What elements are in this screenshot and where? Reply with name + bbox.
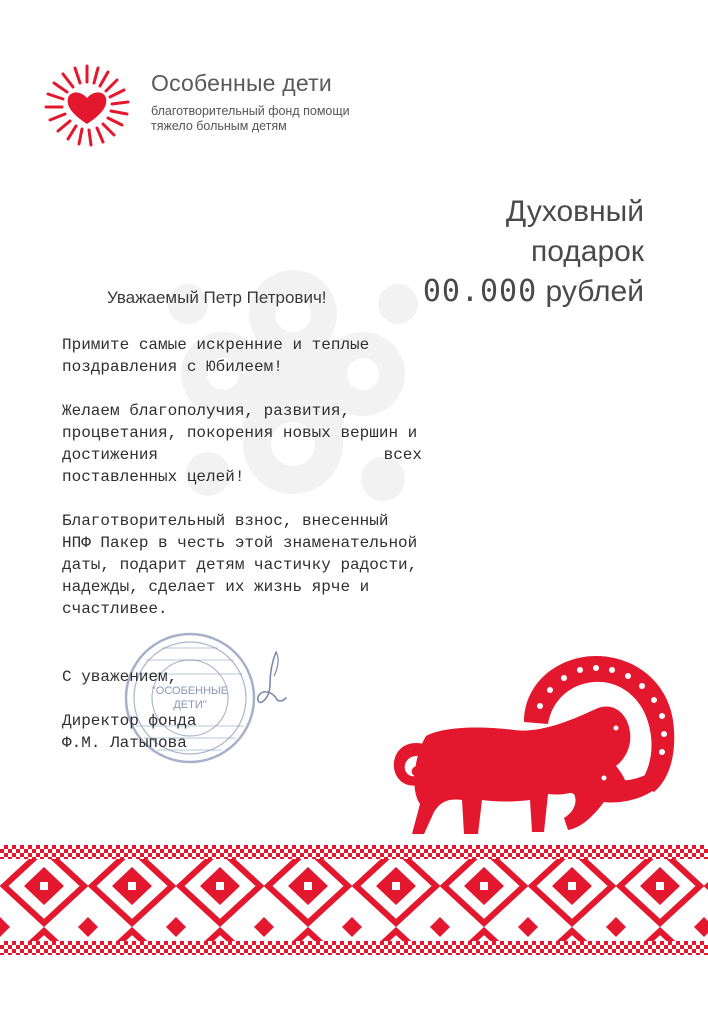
body-line: Благотворительный взнос, внесенный — [62, 512, 389, 530]
letter-body — [62, 334, 474, 642]
body-line: поздравления с Юбилеем! — [62, 358, 283, 376]
signer-name: Ф.М. Латыпова — [62, 734, 187, 752]
body-word: всех — [383, 446, 422, 464]
body-line: счастливее. — [62, 600, 168, 618]
body-line: НПФ Пакер в честь этой знаменательной — [62, 534, 418, 552]
greeting: Уважаемый Петр Петрович! — [107, 288, 327, 307]
signature-block — [62, 666, 196, 754]
body-word: достижения — [62, 446, 159, 464]
handwritten-signature — [248, 648, 290, 710]
logo-subtitle-line: тяжело больным детям — [151, 119, 287, 133]
body-line: надежды, сделает их жизнь ярче и — [62, 578, 370, 596]
body-line: Желаем благополучия, развития, — [62, 402, 351, 420]
ornament-border-band — [0, 845, 708, 955]
body-line: Примите самые искренние и теплые — [62, 336, 370, 354]
gift-amount: 00.000 — [422, 274, 538, 309]
logo-subtitle — [151, 104, 350, 134]
heart-sunburst-icon — [42, 62, 132, 148]
stamp-text-2: ДЕТИ" — [173, 699, 207, 711]
regards-text: С уважением, — [62, 668, 178, 686]
body-line: поставленных целей! — [62, 468, 245, 486]
body-line: даты, подарит детям частичку радости, — [62, 556, 418, 574]
logo-title: Особенные дети — [151, 70, 332, 96]
paragraph-2 — [62, 400, 474, 488]
signer-position: Директор фонда — [62, 712, 197, 730]
gift-line-1: Духовный — [505, 195, 644, 228]
gift-heading — [423, 192, 644, 312]
gift-line-2: подарок — [531, 235, 644, 268]
stamp-text-1: "ОСОБЕННЫЕ — [151, 685, 229, 697]
gift-amount-line — [423, 272, 644, 312]
logo-subtitle-line: благотворительный фонд помощи — [151, 104, 350, 118]
paragraph-1 — [62, 334, 474, 378]
paragraph-3 — [62, 510, 474, 620]
body-line: процветания, покорения новых вершин и — [62, 424, 418, 442]
gift-currency: рублей — [545, 275, 644, 308]
body-line-justified — [62, 444, 474, 466]
folk-horse-illustration — [384, 652, 690, 844]
